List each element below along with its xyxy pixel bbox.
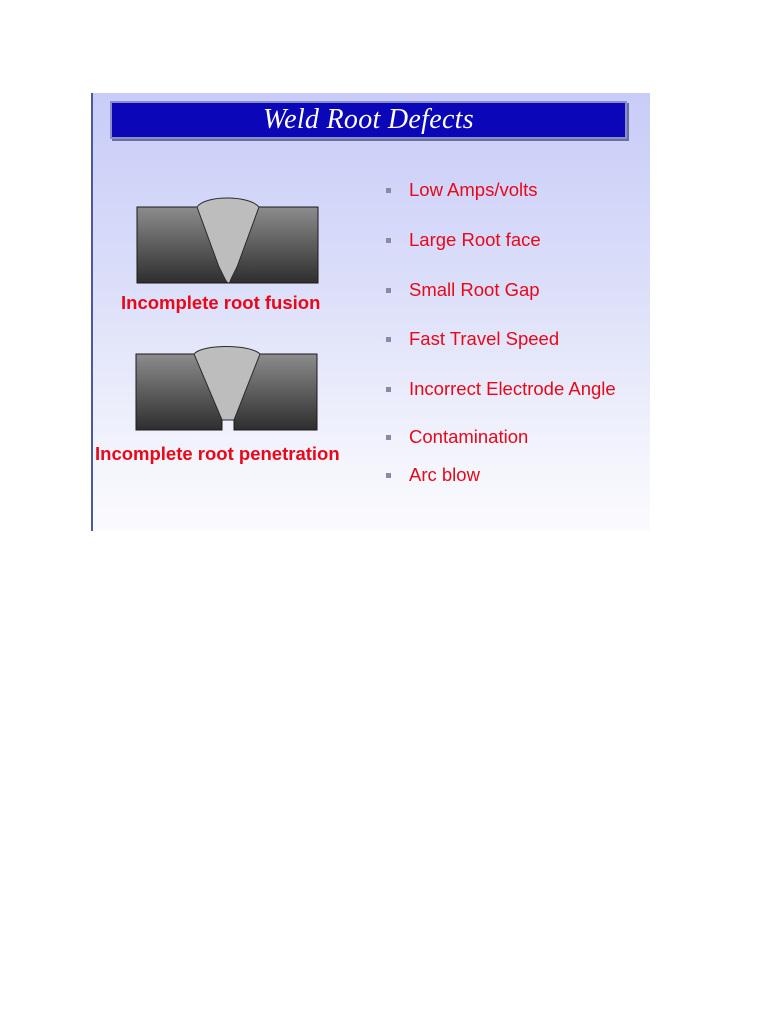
- incomplete-root-fusion-diagram: [135, 191, 320, 287]
- list-item: Incorrect Electrode Angle: [386, 378, 616, 400]
- list-item: Low Amps/volts: [386, 179, 538, 201]
- bullet-square-icon: [386, 435, 391, 440]
- incomplete-root-penetration-diagram: [134, 344, 319, 434]
- list-item: Contamination: [386, 426, 528, 448]
- bullet-square-icon: [386, 288, 391, 293]
- slide: [91, 93, 650, 531]
- caption-incomplete-root-penetration: Incomplete root penetration: [95, 443, 340, 464]
- list-item: Arc blow: [386, 464, 480, 486]
- caption-incomplete-root-fusion: Incomplete root fusion: [121, 292, 321, 313]
- bullet-square-icon: [386, 238, 391, 243]
- bullet-square-icon: [386, 188, 391, 193]
- slide-title: Weld Root Defects: [263, 104, 474, 135]
- bullet-square-icon: [386, 337, 391, 342]
- list-item: Small Root Gap: [386, 279, 540, 301]
- title-bar: [110, 101, 627, 139]
- list-item: Large Root face: [386, 229, 541, 251]
- bullet-square-icon: [386, 387, 391, 392]
- list-item: Fast Travel Speed: [386, 328, 559, 350]
- bullet-square-icon: [386, 473, 391, 478]
